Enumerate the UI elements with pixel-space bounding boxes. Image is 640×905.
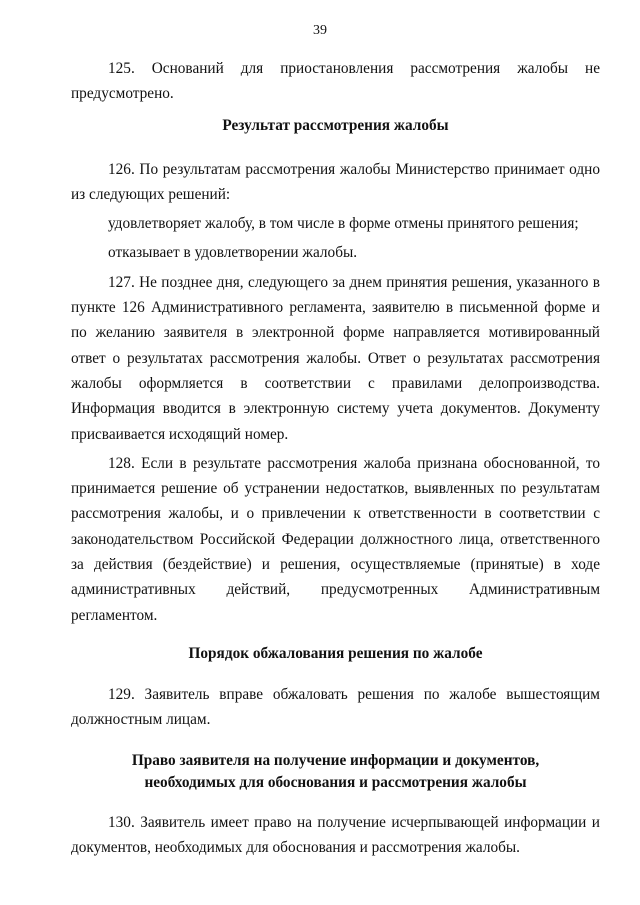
paragraph-126: 126. По результатам рассмотрения жалобы Министерство принимает одно из следующих решений: — [71, 160, 600, 203]
page-number: 39 — [313, 23, 327, 38]
paragraph-128: 128. Если в результате рассмотрения жалоба признана обоснованной, то принимается решение об устранении недостатков, выявленных по результатам рассмотрения жалобы, и о привлечении к ответственности в соответствии с законодательством Российской Федерации должностного лица, ответственного за действия (бездействие) и решения, осуществляемые (принятые) в ходе административных действий, предусмотренных Административным регламентом. — [71, 454, 600, 624]
paragraph-127: 127. Не позднее дня, следующего за днем принятия решения, указанного в пункте 126 Административного регламента, заявителю в письменной форме и по желанию заявителя в электронной форме направляется мотивированный ответ о результатах рассмотрения жалобы. Ответ о результатах рассмотрения жалобы оформляется в соответствии с правилами делопроизводства. Информация вводится в электронную систему учета документов. Документу присваивается исходящий номер. — [71, 273, 600, 443]
section-heading-result: Результат рассмотрения жалобы — [222, 116, 449, 134]
document-body — [71, 56, 600, 860]
heading-line-2: необходимых для обоснования и рассмотрения жалобы — [144, 773, 527, 791]
section-heading-appeal: Порядок обжалования решения по жалобе — [188, 644, 483, 662]
section-heading-right-to-information — [71, 750, 600, 794]
paragraph-126-option-b: отказывает в удовлетворении жалобы. — [108, 244, 358, 262]
heading-line-1: Право заявителя на получение информации и документов, — [131, 751, 540, 769]
paragraph-126-option-a: удовлетворяет жалобу, в том числе в форме отмены принятого решения; — [108, 215, 579, 233]
paragraph-129: 129. Заявитель вправе обжаловать решения по жалобе вышестоящим должностным лицам. — [71, 685, 600, 729]
paragraph-130: 130. Заявитель имеет право на получение исчерпывающей информации и документов, необходимых для обоснования и рассмотрения жалобы. — [71, 813, 600, 856]
paragraph-125: 125. Оснований для приостановления рассмотрения жалобы не предусмотрено. — [71, 60, 600, 103]
